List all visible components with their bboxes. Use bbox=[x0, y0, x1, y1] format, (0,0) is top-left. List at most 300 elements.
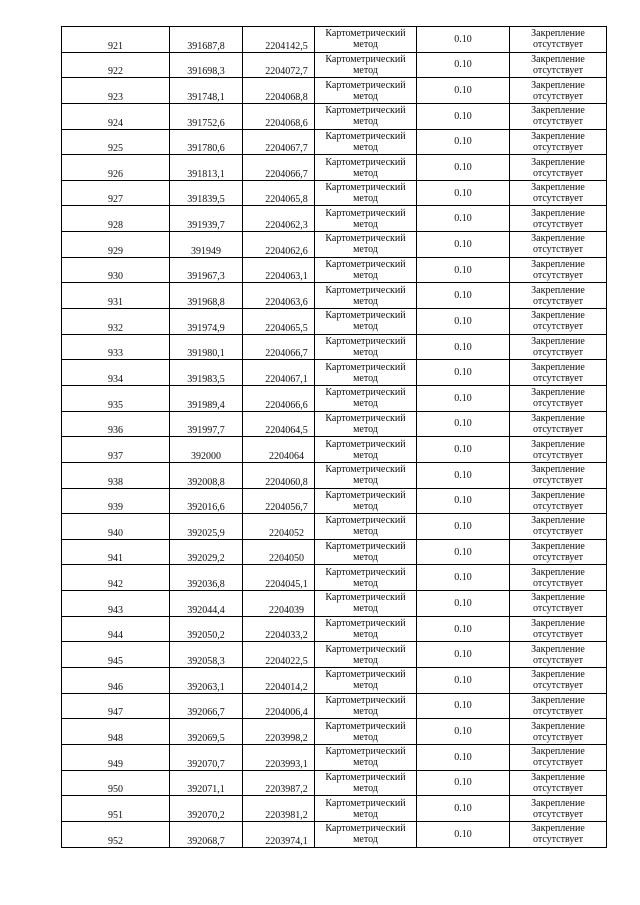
method-line-2: метод bbox=[353, 782, 378, 794]
x-coordinate-cell bbox=[170, 334, 243, 360]
table-row bbox=[62, 719, 607, 745]
method-line-2: метод bbox=[353, 372, 378, 384]
x-coordinate-cell bbox=[170, 103, 243, 129]
method-line-2: метод bbox=[353, 321, 378, 333]
method-cell bbox=[315, 437, 417, 463]
method-line-2: метод bbox=[353, 244, 378, 256]
accuracy-value: 0.10 bbox=[454, 700, 472, 712]
point-number-cell bbox=[62, 103, 170, 129]
fixation-line-1: Закрепление bbox=[531, 207, 585, 219]
y-coordinate-cell bbox=[243, 514, 315, 540]
table-row bbox=[62, 180, 607, 206]
point-number-cell bbox=[62, 770, 170, 796]
fixation-cell bbox=[510, 488, 607, 514]
accuracy-cell bbox=[417, 385, 510, 411]
method-cell bbox=[315, 52, 417, 78]
y-coordinate: 2203993,1 bbox=[265, 758, 308, 770]
point-number-cell bbox=[62, 539, 170, 565]
fixation-line-2: отсутствует bbox=[532, 116, 584, 128]
fixation-line-2: отсутствует bbox=[532, 526, 584, 538]
x-coordinate-cell bbox=[170, 796, 243, 822]
point-number: 946 bbox=[108, 681, 123, 693]
method-line-2: метод bbox=[353, 808, 378, 820]
table-row bbox=[62, 565, 607, 591]
method-line-1: Картометрический bbox=[325, 361, 406, 373]
point-number-cell bbox=[62, 462, 170, 488]
y-coordinate: 2204062,6 bbox=[265, 245, 308, 257]
point-number-cell bbox=[62, 52, 170, 78]
accuracy-cell bbox=[417, 309, 510, 335]
method-cell bbox=[315, 155, 417, 181]
y-coordinate: 2204039 bbox=[269, 604, 304, 616]
point-number-cell bbox=[62, 437, 170, 463]
fixation-cell bbox=[510, 462, 607, 488]
accuracy-value: 0.10 bbox=[454, 803, 472, 815]
y-coordinate-cell bbox=[243, 283, 315, 309]
y-coordinate-cell bbox=[243, 616, 315, 642]
accuracy-cell bbox=[417, 411, 510, 437]
point-number: 922 bbox=[108, 66, 123, 78]
table-row bbox=[62, 52, 607, 78]
method-line-1: Картометрический bbox=[325, 771, 406, 783]
fixation-line-1: Закрепление bbox=[531, 53, 585, 65]
method-line-2: метод bbox=[353, 629, 378, 641]
x-coordinate-cell bbox=[170, 206, 243, 232]
point-number-cell bbox=[62, 744, 170, 770]
fixation-line-2: отсутствует bbox=[532, 372, 584, 384]
y-coordinate: 2204066,7 bbox=[265, 168, 308, 180]
table-row bbox=[62, 616, 607, 642]
fixation-cell bbox=[510, 770, 607, 796]
fixation-line-1: Закрепление bbox=[531, 541, 585, 553]
point-number-cell bbox=[62, 78, 170, 104]
y-coordinate: 2204014,2 bbox=[265, 681, 308, 693]
point-number-cell bbox=[62, 206, 170, 232]
fixation-line-1: Закрепление bbox=[531, 130, 585, 142]
method-line-2: метод bbox=[353, 218, 378, 230]
method-line-1: Картометрический bbox=[325, 207, 406, 219]
method-line-1: Картометрический bbox=[325, 643, 406, 655]
accuracy-value: 0.10 bbox=[454, 777, 472, 789]
method-cell bbox=[315, 257, 417, 283]
accuracy-cell bbox=[417, 462, 510, 488]
y-coordinate-cell bbox=[243, 129, 315, 155]
x-coordinate: 392070,7 bbox=[187, 758, 225, 770]
fixation-cell bbox=[510, 411, 607, 437]
x-coordinate-cell bbox=[170, 180, 243, 206]
accuracy-value: 0.10 bbox=[454, 238, 472, 250]
method-cell bbox=[315, 693, 417, 719]
x-coordinate: 392044,4 bbox=[187, 604, 225, 616]
method-line-1: Картометрический bbox=[325, 259, 406, 271]
method-cell bbox=[315, 565, 417, 591]
method-line-1: Картометрический bbox=[325, 694, 406, 706]
point-number-cell bbox=[62, 591, 170, 617]
x-coordinate: 392066,7 bbox=[187, 707, 225, 719]
method-line-1: Картометрический bbox=[325, 53, 406, 65]
accuracy-cell bbox=[417, 719, 510, 745]
fixation-line-2: отсутствует bbox=[532, 654, 584, 666]
method-line-1: Картометрический bbox=[325, 541, 406, 553]
fixation-line-1: Закрепление bbox=[531, 438, 585, 450]
x-coordinate: 391748,1 bbox=[187, 91, 225, 103]
point-number: 939 bbox=[108, 502, 123, 514]
fixation-line-1: Закрепление bbox=[531, 310, 585, 322]
point-number: 947 bbox=[108, 707, 123, 719]
fixation-cell bbox=[510, 744, 607, 770]
accuracy-cell bbox=[417, 334, 510, 360]
fixation-line-1: Закрепление bbox=[531, 566, 585, 578]
x-coordinate: 391752,6 bbox=[187, 117, 225, 129]
method-line-1: Картометрический bbox=[325, 284, 406, 296]
point-number-cell bbox=[62, 514, 170, 540]
table-row bbox=[62, 693, 607, 719]
accuracy-cell bbox=[417, 668, 510, 694]
fixation-cell bbox=[510, 155, 607, 181]
fixation-cell bbox=[510, 719, 607, 745]
accuracy-value: 0.10 bbox=[454, 726, 472, 738]
x-coordinate-cell bbox=[170, 719, 243, 745]
table-row bbox=[62, 514, 607, 540]
table-row bbox=[62, 668, 607, 694]
y-coordinate-cell bbox=[243, 565, 315, 591]
y-coordinate: 2203981,2 bbox=[265, 809, 308, 821]
method-cell bbox=[315, 821, 417, 847]
y-coordinate-cell bbox=[243, 668, 315, 694]
method-line-2: метод bbox=[353, 347, 378, 358]
point-number-cell bbox=[62, 565, 170, 591]
method-cell bbox=[315, 232, 417, 258]
method-cell bbox=[315, 309, 417, 335]
table-row bbox=[62, 437, 607, 463]
method-line-2: метод bbox=[353, 680, 378, 692]
fixation-line-1: Закрепление bbox=[531, 797, 585, 809]
point-number-cell bbox=[62, 642, 170, 668]
accuracy-value: 0.10 bbox=[454, 136, 472, 148]
x-coordinate: 392058,3 bbox=[187, 656, 225, 668]
point-number: 948 bbox=[108, 732, 123, 744]
x-coordinate: 391989,4 bbox=[187, 399, 225, 411]
x-coordinate: 391983,5 bbox=[187, 373, 225, 385]
fixation-line-2: отсутствует bbox=[532, 731, 584, 743]
y-coordinate-cell bbox=[243, 770, 315, 796]
accuracy-cell bbox=[417, 52, 510, 78]
method-line-2: метод bbox=[353, 834, 378, 846]
method-line-2: метод bbox=[353, 449, 378, 461]
method-line-2: метод bbox=[353, 500, 378, 512]
fixation-line-2: отсутствует bbox=[532, 577, 584, 589]
y-coordinate-cell bbox=[243, 385, 315, 411]
method-cell bbox=[315, 796, 417, 822]
method-line-2: метод bbox=[353, 90, 378, 102]
accuracy-cell bbox=[417, 27, 510, 53]
method-line-2: метод bbox=[353, 552, 378, 564]
x-coordinate: 392029,2 bbox=[187, 553, 225, 565]
fixation-line-2: отсутствует bbox=[532, 500, 584, 512]
method-line-2: метод bbox=[353, 577, 378, 589]
accuracy-value: 0.10 bbox=[454, 623, 472, 635]
fixation-cell bbox=[510, 360, 607, 386]
accuracy-cell bbox=[417, 232, 510, 258]
accuracy-value: 0.10 bbox=[454, 572, 472, 584]
y-coordinate-cell bbox=[243, 360, 315, 386]
method-line-1: Картометрический bbox=[325, 566, 406, 578]
point-number-cell bbox=[62, 488, 170, 514]
point-number: 951 bbox=[108, 809, 123, 821]
y-coordinate: 2204068,6 bbox=[265, 117, 308, 129]
x-coordinate-cell bbox=[170, 565, 243, 591]
y-coordinate-cell bbox=[243, 488, 315, 514]
y-coordinate: 2204066,6 bbox=[265, 399, 308, 411]
point-number: 949 bbox=[108, 758, 123, 770]
point-number: 930 bbox=[108, 271, 123, 283]
x-coordinate-cell bbox=[170, 668, 243, 694]
fixation-line-1: Закрепление bbox=[531, 669, 585, 681]
fixation-cell bbox=[510, 27, 607, 53]
fixation-line-2: отсутствует bbox=[532, 603, 584, 615]
fixation-line-1: Закрепление bbox=[531, 336, 585, 347]
y-coordinate-cell bbox=[243, 437, 315, 463]
y-coordinate: 2204064 bbox=[269, 450, 304, 462]
fixation-cell bbox=[510, 206, 607, 232]
x-coordinate: 392008,8 bbox=[187, 476, 225, 488]
fixation-line-2: отсутствует bbox=[532, 193, 584, 205]
x-coordinate: 391980,1 bbox=[187, 348, 225, 360]
method-cell bbox=[315, 206, 417, 232]
method-cell bbox=[315, 668, 417, 694]
fixation-cell bbox=[510, 796, 607, 822]
fixation-cell bbox=[510, 514, 607, 540]
accuracy-cell bbox=[417, 283, 510, 309]
point-number: 926 bbox=[108, 168, 123, 180]
y-coordinate: 2204066,7 bbox=[265, 348, 308, 360]
point-number-cell bbox=[62, 180, 170, 206]
y-coordinate: 2203998,2 bbox=[265, 732, 308, 744]
method-cell bbox=[315, 514, 417, 540]
method-cell bbox=[315, 719, 417, 745]
accuracy-value: 0.10 bbox=[454, 674, 472, 686]
fixation-line-2: отсутствует bbox=[532, 629, 584, 641]
method-line-1: Картометрический bbox=[325, 438, 406, 450]
fixation-cell bbox=[510, 103, 607, 129]
fixation-line-1: Закрепление bbox=[531, 643, 585, 655]
y-coordinate-cell bbox=[243, 180, 315, 206]
accuracy-cell bbox=[417, 539, 510, 565]
fixation-line-1: Закрепление bbox=[531, 259, 585, 271]
x-coordinate: 391939,7 bbox=[187, 220, 225, 232]
accuracy-cell bbox=[417, 693, 510, 719]
method-cell bbox=[315, 539, 417, 565]
point-number: 933 bbox=[108, 348, 123, 360]
point-number: 952 bbox=[108, 835, 123, 847]
accuracy-cell bbox=[417, 257, 510, 283]
method-line-1: Картометрический bbox=[325, 515, 406, 527]
table-row bbox=[62, 206, 607, 232]
point-number-cell bbox=[62, 719, 170, 745]
y-coordinate: 2204068,8 bbox=[265, 91, 308, 103]
fixation-line-2: отсутствует bbox=[532, 398, 584, 410]
method-line-2: метод bbox=[353, 167, 378, 179]
x-coordinate-cell bbox=[170, 514, 243, 540]
x-coordinate: 392069,5 bbox=[187, 732, 225, 744]
x-coordinate-cell bbox=[170, 360, 243, 386]
method-line-1: Картометрический bbox=[325, 797, 406, 809]
fixation-cell bbox=[510, 78, 607, 104]
fixation-line-2: отсутствует bbox=[532, 705, 584, 717]
point-number-cell bbox=[62, 360, 170, 386]
fixation-line-2: отсутствует bbox=[532, 808, 584, 820]
accuracy-value: 0.10 bbox=[454, 315, 472, 327]
accuracy-value: 0.10 bbox=[454, 85, 472, 97]
method-line-2: метод bbox=[353, 398, 378, 410]
fixation-line-2: отсутствует bbox=[532, 423, 584, 435]
accuracy-cell bbox=[417, 514, 510, 540]
fixation-line-1: Закрепление bbox=[531, 105, 585, 117]
accuracy-value: 0.10 bbox=[454, 444, 472, 456]
method-line-2: метод bbox=[353, 654, 378, 666]
y-coordinate-cell bbox=[243, 257, 315, 283]
x-coordinate: 391997,7 bbox=[187, 425, 225, 437]
x-coordinate-cell bbox=[170, 591, 243, 617]
fixation-line-2: отсутствует bbox=[532, 782, 584, 794]
method-line-2: метод bbox=[353, 116, 378, 128]
fixation-cell bbox=[510, 539, 607, 565]
x-coordinate: 391839,5 bbox=[187, 194, 225, 206]
method-line-2: метод bbox=[353, 295, 378, 307]
point-number-cell bbox=[62, 257, 170, 283]
point-number: 938 bbox=[108, 476, 123, 488]
fixation-line-2: отсутствует bbox=[532, 552, 584, 564]
x-coordinate: 392025,9 bbox=[187, 527, 225, 539]
x-coordinate: 392016,6 bbox=[187, 502, 225, 514]
fixation-cell bbox=[510, 591, 607, 617]
point-number-cell bbox=[62, 283, 170, 309]
fixation-line-2: отсутствует bbox=[532, 270, 584, 282]
fixation-line-1: Закрепление bbox=[531, 694, 585, 706]
fixation-line-2: отсутствует bbox=[532, 321, 584, 333]
method-cell bbox=[315, 360, 417, 386]
x-coordinate-cell bbox=[170, 539, 243, 565]
table-row bbox=[62, 78, 607, 104]
accuracy-value: 0.10 bbox=[454, 751, 472, 763]
y-coordinate-cell bbox=[243, 719, 315, 745]
point-number: 927 bbox=[108, 194, 123, 206]
method-line-1: Картометрический bbox=[325, 669, 406, 681]
x-coordinate-cell bbox=[170, 462, 243, 488]
x-coordinate-cell bbox=[170, 155, 243, 181]
y-coordinate: 2204067,7 bbox=[265, 143, 308, 155]
fixation-line-1: Закрепление bbox=[531, 361, 585, 373]
point-number: 936 bbox=[108, 425, 123, 437]
table-row bbox=[62, 462, 607, 488]
method-line-1: Картометрический bbox=[325, 823, 406, 835]
method-line-1: Картометрический bbox=[325, 464, 406, 476]
y-coordinate: 2204060,8 bbox=[265, 476, 308, 488]
x-coordinate: 392000 bbox=[191, 450, 221, 462]
y-coordinate: 2204052 bbox=[269, 527, 304, 539]
accuracy-value: 0.10 bbox=[454, 418, 472, 430]
accuracy-value: 0.10 bbox=[454, 597, 472, 609]
y-coordinate-cell bbox=[243, 821, 315, 847]
method-cell bbox=[315, 334, 417, 360]
y-coordinate-cell bbox=[243, 591, 315, 617]
accuracy-value: 0.10 bbox=[454, 213, 472, 225]
y-coordinate-cell bbox=[243, 334, 315, 360]
fixation-line-1: Закрепление bbox=[531, 771, 585, 783]
accuracy-value: 0.10 bbox=[454, 110, 472, 122]
method-line-1: Картометрический bbox=[325, 105, 406, 117]
method-cell bbox=[315, 462, 417, 488]
point-number-cell bbox=[62, 334, 170, 360]
fixation-line-2: отсутствует bbox=[532, 449, 584, 461]
method-line-2: метод bbox=[353, 64, 378, 76]
x-coordinate: 392050,2 bbox=[187, 630, 225, 642]
coordinates-table bbox=[61, 26, 607, 848]
method-line-1: Картометрический bbox=[325, 28, 406, 40]
method-line-2: метод bbox=[353, 39, 378, 51]
fixation-line-1: Закрепление bbox=[531, 182, 585, 194]
table-row bbox=[62, 129, 607, 155]
method-line-1: Картометрический bbox=[325, 156, 406, 168]
x-coordinate-cell bbox=[170, 52, 243, 78]
accuracy-value: 0.10 bbox=[454, 649, 472, 661]
point-number: 945 bbox=[108, 656, 123, 668]
table-row bbox=[62, 309, 607, 335]
fixation-line-1: Закрепление bbox=[531, 515, 585, 527]
y-coordinate-cell bbox=[243, 27, 315, 53]
x-coordinate-cell bbox=[170, 642, 243, 668]
table-row bbox=[62, 770, 607, 796]
fixation-line-2: отсутствует bbox=[532, 218, 584, 230]
accuracy-cell bbox=[417, 129, 510, 155]
accuracy-cell bbox=[417, 821, 510, 847]
method-line-1: Картометрический bbox=[325, 79, 406, 91]
fixation-line-2: отсутствует bbox=[532, 834, 584, 846]
method-line-2: метод bbox=[353, 141, 378, 153]
point-number-cell bbox=[62, 668, 170, 694]
method-line-2: метод bbox=[353, 705, 378, 717]
fixation-cell bbox=[510, 309, 607, 335]
x-coordinate-cell bbox=[170, 437, 243, 463]
y-coordinate-cell bbox=[243, 309, 315, 335]
fixation-line-2: отсутствует bbox=[532, 347, 584, 358]
method-line-2: метод bbox=[353, 193, 378, 205]
fixation-line-1: Закрепление bbox=[531, 823, 585, 835]
table-row bbox=[62, 744, 607, 770]
method-line-1: Картометрический bbox=[325, 720, 406, 732]
point-number: 921 bbox=[108, 40, 123, 52]
accuracy-value: 0.10 bbox=[454, 33, 472, 45]
y-coordinate: 2204050 bbox=[269, 553, 304, 565]
accuracy-value: 0.10 bbox=[454, 392, 472, 404]
method-cell bbox=[315, 129, 417, 155]
fixation-cell bbox=[510, 616, 607, 642]
table-row bbox=[62, 257, 607, 283]
x-coordinate: 391967,3 bbox=[187, 271, 225, 283]
table-row bbox=[62, 360, 607, 386]
method-line-2: метод bbox=[353, 475, 378, 487]
accuracy-cell bbox=[417, 796, 510, 822]
method-line-2: метод bbox=[353, 757, 378, 769]
table-row bbox=[62, 821, 607, 847]
point-number: 943 bbox=[108, 604, 123, 616]
y-coordinate-cell bbox=[243, 411, 315, 437]
method-line-1: Картометрический bbox=[325, 412, 406, 424]
y-coordinate-cell bbox=[243, 52, 315, 78]
fixation-line-1: Закрепление bbox=[531, 618, 585, 630]
fixation-cell bbox=[510, 257, 607, 283]
point-number: 931 bbox=[108, 297, 123, 309]
